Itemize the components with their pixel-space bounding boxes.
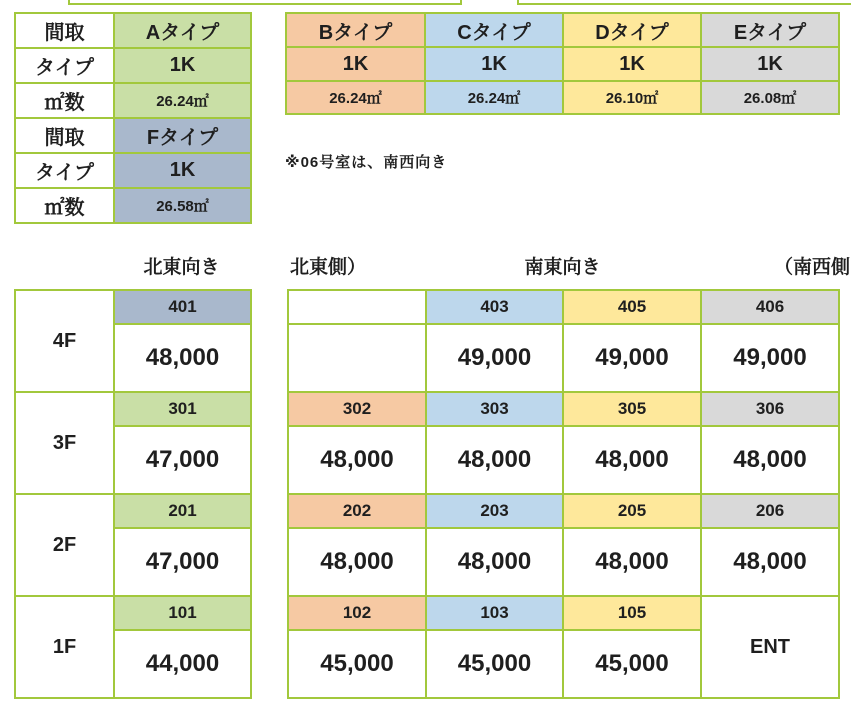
room-price-cell: 48,000 [426, 528, 563, 596]
room-price-cell: 45,000 [288, 630, 426, 698]
direction-header-northeast-facing: 北東向き [143, 257, 220, 278]
room-number-cell: 301 [114, 392, 251, 426]
type-layout-cell: 1K [114, 153, 251, 188]
room-price-cell: 48,000 [563, 426, 701, 494]
type-layout-cell: 1K [286, 47, 425, 81]
floor-price-table-left [14, 289, 252, 699]
room-number-cell: 105 [563, 596, 701, 630]
room-number-cell: 405 [563, 290, 701, 324]
empty-cell [288, 324, 426, 392]
type-area-cell: 26.24㎡ [114, 83, 251, 118]
type-layout-cell: 1K [563, 47, 701, 81]
room-price-cell: 45,000 [426, 630, 563, 698]
type-name-cell: Dタイプ [563, 13, 701, 47]
type-row-label: ㎡数 [15, 188, 114, 223]
empty-cell [288, 290, 426, 324]
room-price-cell: 48,000 [701, 426, 839, 494]
room-price-cell: 49,000 [701, 324, 839, 392]
floor-price-table-right [287, 289, 840, 699]
room-number-cell: 305 [563, 392, 701, 426]
entrance-cell: ENT [701, 596, 839, 698]
type-name-cell: Bタイプ [286, 13, 425, 47]
room-price-cell: 48,000 [288, 426, 426, 494]
room-price-cell: 45,000 [563, 630, 701, 698]
room-number-cell: 101 [114, 596, 251, 630]
type-row-label: 間取 [15, 118, 114, 153]
note-text: ※06号室は、南西向き [285, 154, 448, 171]
cropped-row-sliver [517, 0, 851, 5]
direction-header-northeast-side: 北東側） [290, 257, 367, 278]
type-area-cell: 26.58㎡ [114, 188, 251, 223]
room-price-cell: 48,000 [701, 528, 839, 596]
floor-label-cell: 1F [15, 596, 114, 698]
room-price-cell: 44,000 [114, 630, 251, 698]
type-summary-table-left [14, 12, 252, 224]
type-layout-cell: 1K [701, 47, 839, 81]
room-number-cell: 201 [114, 494, 251, 528]
type-row-label: タイプ [15, 48, 114, 83]
room-price-cell: 48,000 [288, 528, 426, 596]
room-price-cell: 47,000 [114, 426, 251, 494]
floor-label-cell: 4F [15, 290, 114, 392]
room-number-cell: 403 [426, 290, 563, 324]
type-row-label: タイプ [15, 153, 114, 188]
type-area-cell: 26.08㎡ [701, 81, 839, 114]
type-row-label: 間取 [15, 13, 114, 48]
room-number-cell: 206 [701, 494, 839, 528]
room-price-cell: 48,000 [426, 426, 563, 494]
type-area-cell: 26.24㎡ [425, 81, 563, 114]
type-layout-cell: 1K [114, 48, 251, 83]
type-area-cell: 26.10㎡ [563, 81, 701, 114]
room-number-cell: 202 [288, 494, 426, 528]
type-area-cell: 26.24㎡ [286, 81, 425, 114]
type-name-cell: Cタイプ [425, 13, 563, 47]
type-name-cell: Eタイプ [701, 13, 839, 47]
room-number-cell: 401 [114, 290, 251, 324]
room-price-cell: 49,000 [563, 324, 701, 392]
direction-header-southeast-facing: 南東向き [524, 257, 601, 278]
room-number-cell: 406 [701, 290, 839, 324]
type-layout-cell: 1K [425, 47, 563, 81]
room-price-cell: 48,000 [563, 528, 701, 596]
room-number-cell: 302 [288, 392, 426, 426]
room-number-cell: 205 [563, 494, 701, 528]
room-number-cell: 203 [426, 494, 563, 528]
floor-label-cell: 2F [15, 494, 114, 596]
room-number-cell: 102 [288, 596, 426, 630]
cropped-row-sliver [68, 0, 462, 5]
room-number-cell: 306 [701, 392, 839, 426]
direction-header-southwest-side: （南西側 [773, 257, 850, 278]
type-summary-table-right [285, 12, 840, 115]
room-price-cell: 49,000 [426, 324, 563, 392]
type-name-cell: Fタイプ [114, 118, 251, 153]
type-row-label: ㎡数 [15, 83, 114, 118]
type-name-cell: Aタイプ [114, 13, 251, 48]
room-number-cell: 103 [426, 596, 563, 630]
room-number-cell: 303 [426, 392, 563, 426]
room-price-cell: 48,000 [114, 324, 251, 392]
floor-label-cell: 3F [15, 392, 114, 494]
room-price-cell: 47,000 [114, 528, 251, 596]
